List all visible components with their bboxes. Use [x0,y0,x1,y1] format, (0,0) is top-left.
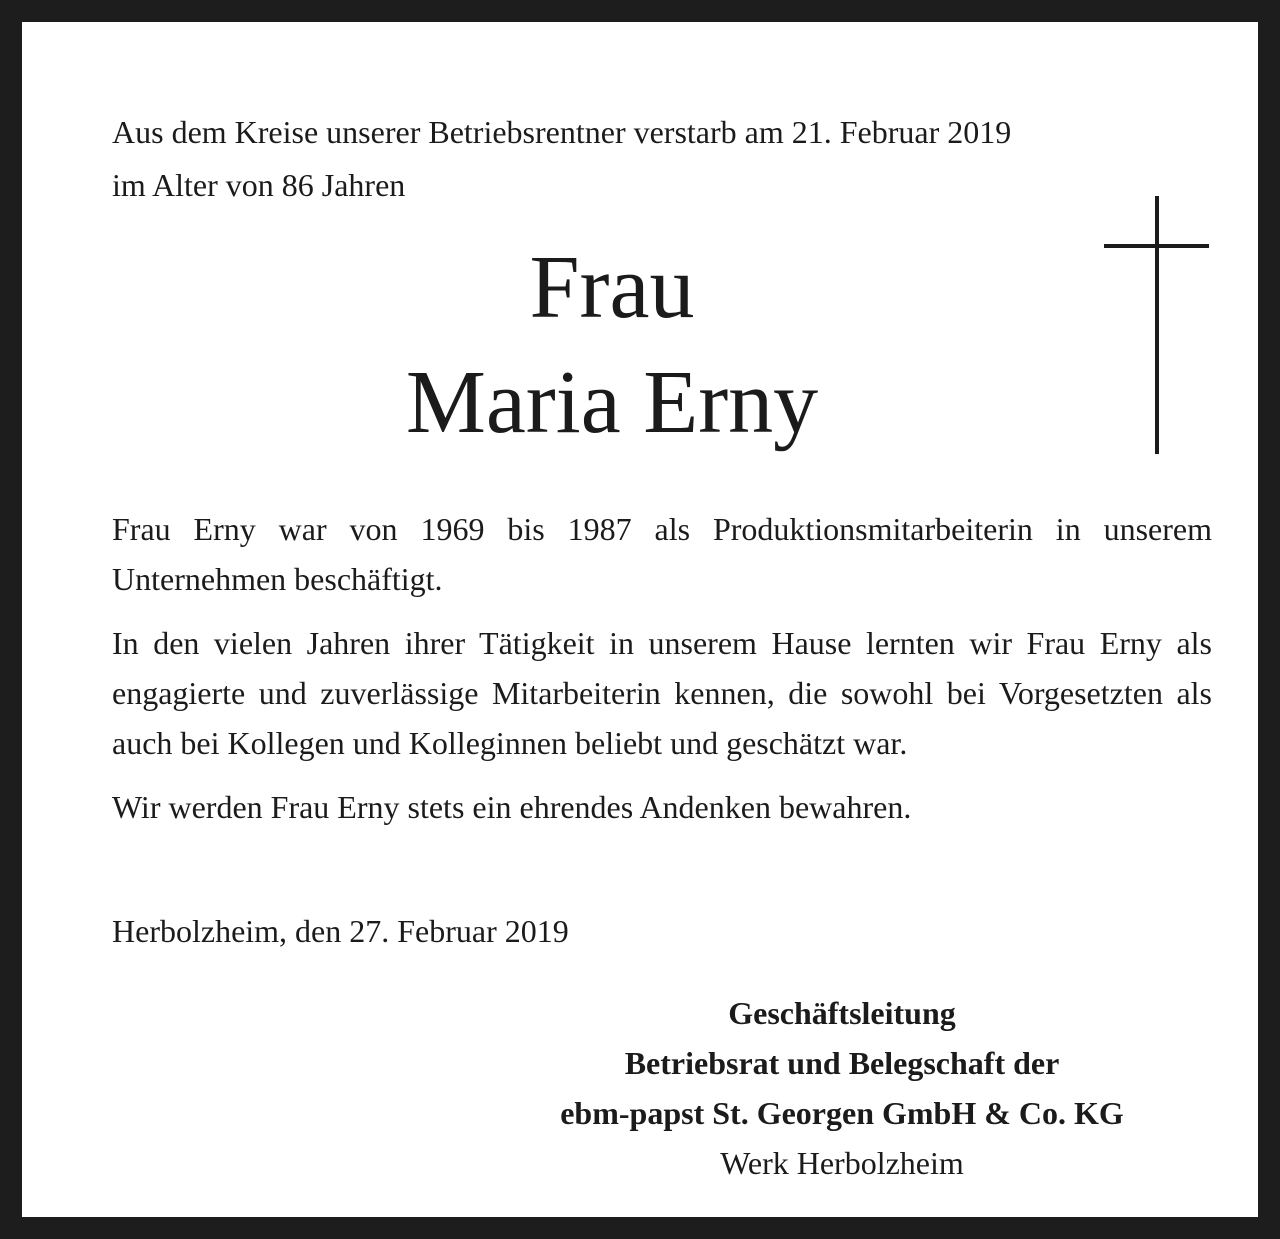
place-and-date: Herbolzheim, den 27. Februar 2019 [112,913,569,949]
cross-horizontal-bar [1104,244,1209,248]
paragraph-remembrance: Wir werden Frau Erny stets ein ehrendes Andenken bewahren. [112,789,912,825]
signature-company: ebm-papst St. Georgen GmbH & Co. KG [560,1095,1124,1131]
intro-line-1: Aus dem Kreise unserer Betriebsrentner verstarb am 21. Februar 2019 [112,114,1012,150]
signature-management: Geschäftsleitung [728,995,956,1031]
intro-line-2: im Alter von 86 Jahren [112,167,406,203]
paragraph-employment: Frau Erny war von 1969 bis 1987 als Produktionsmitarbeiterin in unserem Unternehmen beschäftigt. [112,511,1212,597]
intro-text [112,106,1222,212]
body-text [112,504,1212,832]
paragraph-tribute: In den vielen Jahren ihrer Tätigkeit in unserem Hause lernten wir Frau Erny als engagierte und zuverlässige Mitarbeiterin kennen, die sowohl bei Vorgesetzten als auch bei Kollegen und Kolleginnen beliebt und geschätzt war. [112,625,1212,761]
deceased-name-block [312,230,912,460]
salutation: Frau [529,238,695,337]
cross-vertical-bar [1155,196,1159,454]
signature-plant: Werk Herbolzheim [720,1145,964,1181]
deceased-name: Maria Erny [405,353,819,452]
signature-works-council: Betriebsrat und Belegschaft der [624,1045,1060,1081]
signature-block [482,988,1202,1188]
